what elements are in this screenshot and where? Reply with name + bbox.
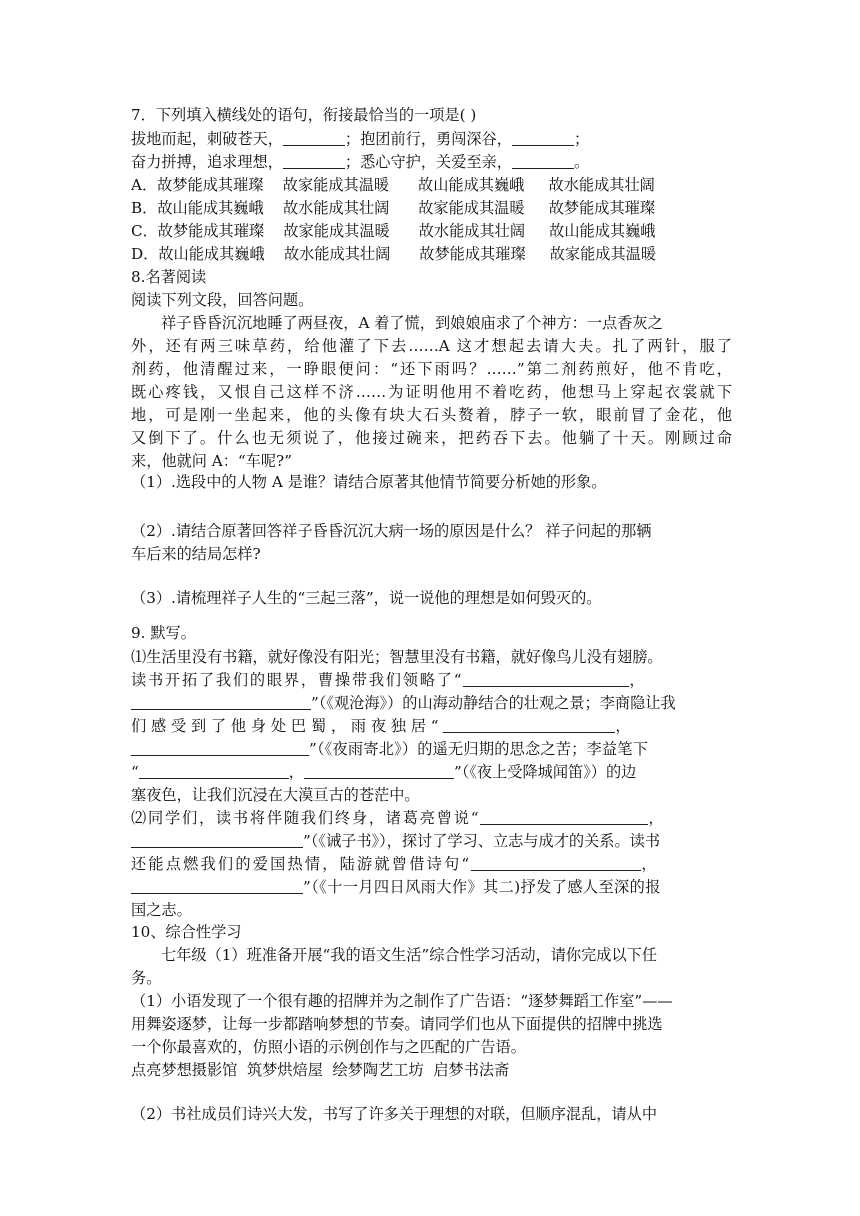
q9-p1-text: ，: [629, 671, 645, 689]
q8-sub-question-3: （3）.请梳理祥子人生的“三起三落”，说一说他的理想是如何毁灭的。: [131, 589, 602, 607]
q9-p2-line-3: [131, 853, 732, 875]
q9-p1-text: 们感受到了他身处巴蜀，雨夜独居“: [131, 717, 444, 735]
q9-blank[interactable]: [131, 832, 303, 848]
q9-p1-line-5: [131, 738, 732, 760]
q7-option-c[interactable]: C．故梦能成其璀璨 故家能成其温暖 故水能成其壮阔 故山能成其巍峨: [131, 222, 656, 240]
q7-blank-2[interactable]: [512, 130, 574, 146]
q10-task-1-line-2: 用舞姿逐梦，让每一步都踏响梦想的节奏。请同学们也从下面提供的招牌中挑选: [131, 1015, 663, 1033]
q9-blank[interactable]: [139, 763, 289, 779]
q7-stem: 7．下列填入横线处的语句，衔接最恰当的一项是( ): [131, 106, 477, 124]
q8-passage-line: 祥子昏昏沉沉地睡了两昼夜，A 着了慌，到娘娘庙求了个神方：一点香灰之: [161, 314, 663, 332]
q9-p1-line-7: 塞夜色，让我们沉浸在大漠亘古的苍茫中。: [131, 786, 420, 804]
q9-p2-text: ”（《十一月四日风雨大作》其二)抒发了感人至深的报: [303, 878, 661, 896]
q7-line1-text-c: ；: [573, 130, 590, 148]
q8-title: 8.名著阅读: [131, 268, 207, 286]
q9-blank[interactable]: [471, 855, 641, 871]
q9-p2-text: ，: [641, 855, 657, 873]
q7-line2-text-c: 。: [573, 153, 590, 171]
q7-option-b[interactable]: B．故山能成其巍峨 故水能成其壮阔 故家能成其温暖 故梦能成其璀璨: [131, 199, 656, 217]
q7-option-d[interactable]: D．故山能成其巍峨 故水能成其壮阔 故梦能成其璀璨 故家能成其温暖: [131, 245, 657, 263]
q10-task-1-line-1: （1）小语发现了一个很有趣的招牌并为之制作了广告语：“逐梦舞蹈工作室”——: [131, 992, 673, 1010]
q10-task-2-line-1: （2）书社成员们诗兴大发，书写了许多关于理想的对联，但顺序混乱，请从中: [131, 1105, 658, 1123]
q9-blank[interactable]: [304, 763, 454, 779]
q10-intro: 七年级（1）班准备开展“我的语文生活”综合性学习活动，请你完成以下任: [161, 946, 658, 964]
q7-blank-4[interactable]: [512, 153, 574, 169]
q8-passage-line: 剂药，他清醒过来，一睁眼便问：“还下雨吗？……”第二剂药煎好，他不肯吃，: [131, 360, 732, 378]
q8-sub-question-2-cont: 车后来的结局怎样?: [131, 545, 261, 563]
q7-line2-text-a: 奋力拼搏，追求理想，: [131, 153, 283, 171]
q9-blank[interactable]: [480, 809, 648, 825]
q8-sub-question-1: （1）.选段中的人物 A 是谁？请结合原著其他情节简要分析她的形象。: [131, 473, 607, 491]
q10-task-1-line-3: 一个你最喜欢的，仿照小语的示例创作与之匹配的广告语。: [131, 1038, 526, 1056]
q9-p1-line-6: [131, 761, 732, 783]
q9-p1-text: 读书开拓了我们的眼界，曹操带我们领略了“: [131, 671, 464, 689]
q9-blank[interactable]: [131, 878, 303, 894]
q7-option-a[interactable]: A．故梦能成其璀璨 故家能成其温暖 故山能成其巍峨 故水能成其壮阔: [131, 176, 655, 194]
q8-passage-line: 又倒下了。什么也无须说了，他接过碗来，把药吞下去。他躺了十天。刚顾过命: [131, 429, 732, 447]
q10-sign-list: 点亮梦想摄影馆 筑梦烘焙屋 绘梦陶艺工坊 启梦书法斋: [131, 1061, 510, 1079]
q8-passage-line: 既心疼钱，又恨自己这样不济……为证明他用不着吃药，他想马上穿起衣裳就下: [131, 383, 732, 401]
q9-p1-line-4: [131, 715, 732, 737]
q9-p1-line-2: [131, 669, 732, 691]
q7-line2-text-b: ；悉心守护，关爱至亲，: [344, 153, 512, 171]
q9-p1-text: “: [131, 763, 139, 781]
q9-p2-line-5: 国之志。: [131, 901, 192, 919]
q7-line-2: [131, 151, 732, 173]
q9-p2-text: ，: [648, 809, 664, 827]
q9-p2-text: 还能点燃我们的爱国热情，陆游就曾借诗句“: [131, 855, 472, 873]
q9-p2-text: ⑵同学们，读书将伴随我们终身，诸葛亮曾说“: [131, 809, 481, 827]
q8-passage-line: 地，可是刚一坐起来，他的头像有块大石头赘着，脖子一软，眼前冒了金花，他: [131, 406, 732, 424]
q8-sub-question-2: （2）.请结合原著回答祥子昏昏沉沉大病一场的原因是什么？ 祥子问起的那辆: [131, 522, 652, 540]
q9-p1-text: ”（《夜雨寄北》）的遥无归期的思念之苦；李益笔下: [309, 740, 649, 758]
q9-blank[interactable]: [443, 717, 615, 733]
q7-blank-3[interactable]: [283, 153, 345, 169]
q9-blank[interactable]: [131, 694, 311, 710]
q10-title: 10、综合性学习: [131, 923, 242, 941]
q9-p1-text: ，: [615, 717, 631, 735]
q9-p1-text: ”（《夜上受降城闻笛》）的边: [453, 763, 637, 781]
q10-intro-cont: 务。: [131, 969, 162, 987]
q8-passage-line: 来，他就问 A：“车呢?”: [131, 452, 292, 470]
q9-p2-line-2: [131, 830, 732, 852]
q8-passage-line: 外，还有两三味草药，给他灌了下去……A 这才想起去请大夫。扎了两针，服了: [131, 337, 732, 355]
q9-p2-line-1: [131, 807, 732, 829]
q9-blank[interactable]: [131, 740, 309, 756]
q9-p1-text: ，: [288, 763, 304, 781]
q7-line1-text-b: ；抱团前行，勇闯深谷，: [344, 130, 512, 148]
q9-p1-line-1: ⑴生活里没有书籍，就好像没有阳光；智慧里没有书籍，就好像鸟儿没有翅膀。: [131, 648, 663, 666]
q9-p2-text: ”（《诫子书》），探讨了学习、立志与成才的关系。读书: [303, 832, 661, 850]
q7-line1-text-a: 拔地而起，刺破苍天，: [131, 130, 283, 148]
q9-title: 9. 默写。: [131, 624, 196, 642]
q9-p1-line-3: [131, 692, 732, 714]
q8-instruction: 阅读下列文段，回答问题。: [131, 291, 314, 309]
q9-p2-line-4: [131, 876, 732, 898]
q9-blank[interactable]: [463, 671, 629, 687]
q7-blank-1[interactable]: [283, 130, 345, 146]
q7-line-1: [131, 128, 732, 150]
q9-p1-text: ”（《观沧海》）的山海动静结合的壮观之景；李商隐让我: [311, 694, 676, 712]
